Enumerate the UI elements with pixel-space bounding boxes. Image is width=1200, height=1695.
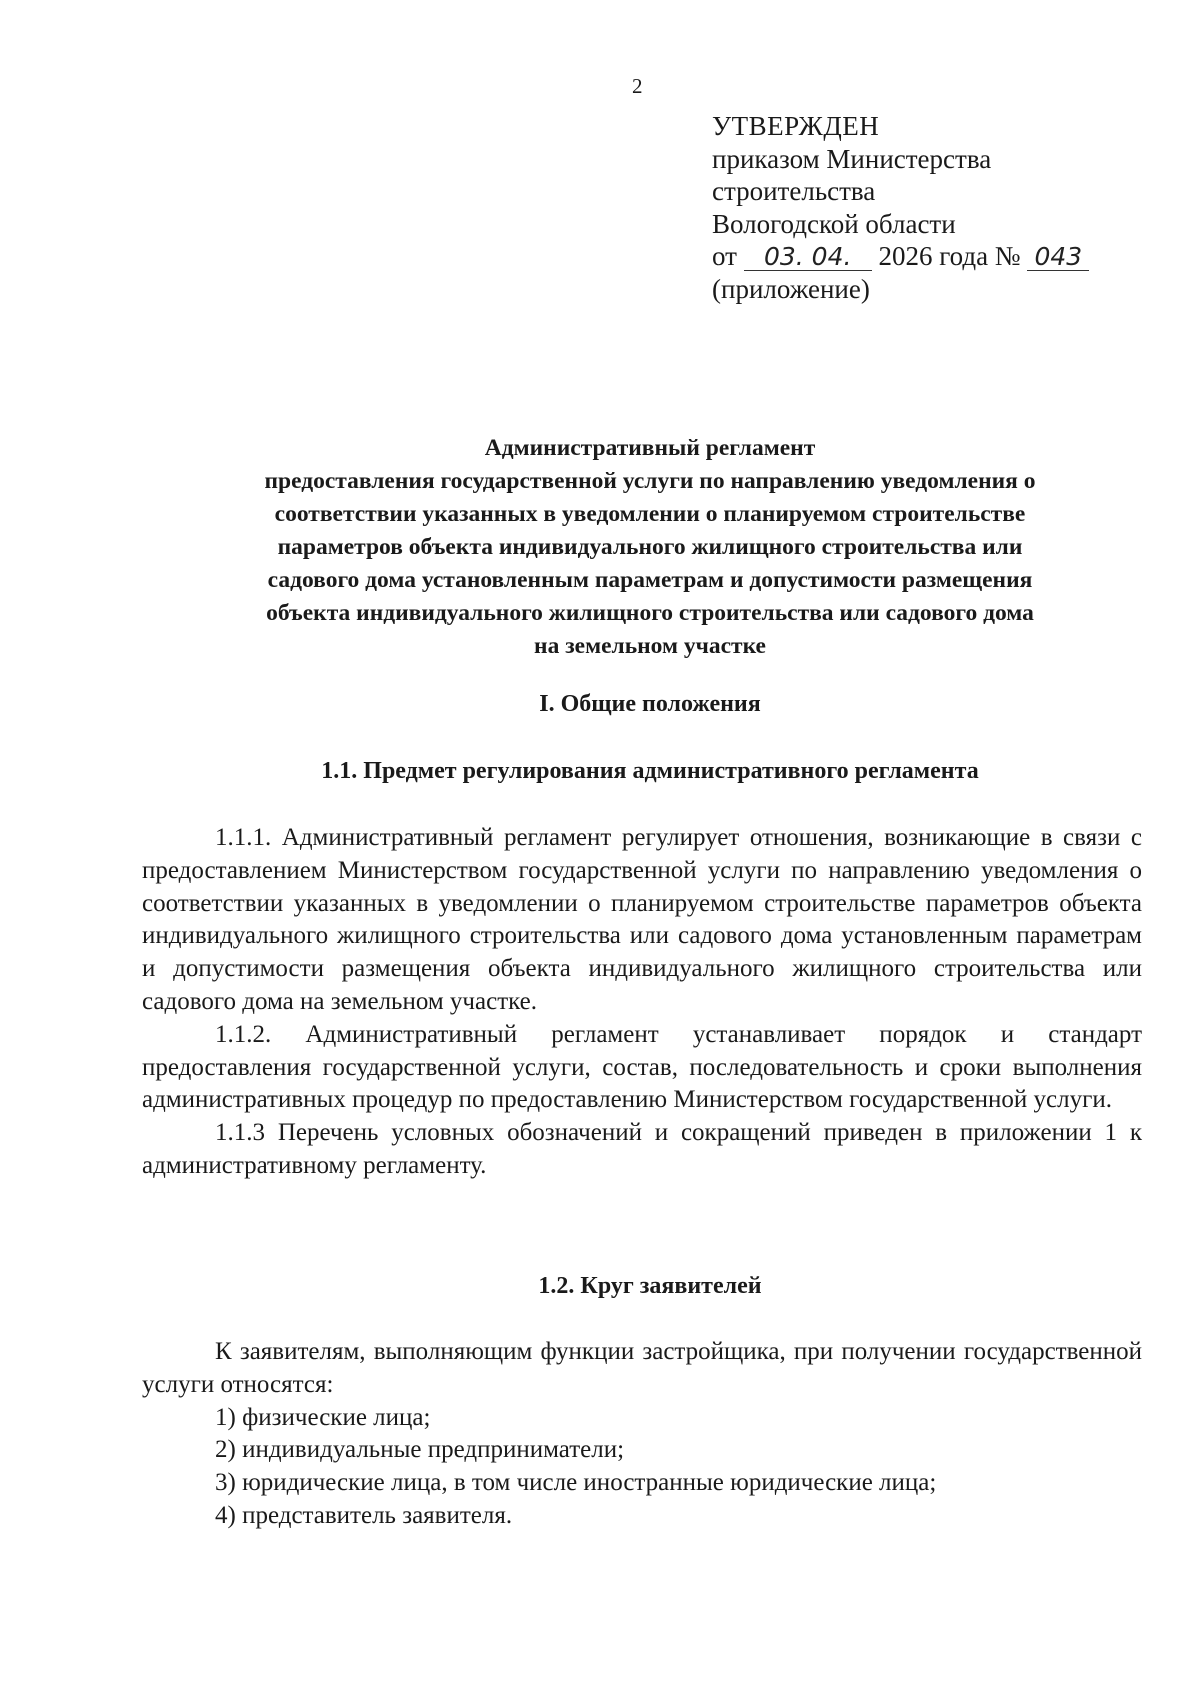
list-item: 1) физические лица; (215, 1403, 431, 1431)
subsection-1-2-body (142, 1336, 1142, 1533)
title-line: на земельном участке (534, 633, 766, 659)
approval-heading: УТВЕРЖДЕН (712, 111, 880, 141)
handwritten-date: 03. 04. (744, 244, 872, 271)
title-line: объекта индивидуального жилищного строительства или садового дома (266, 600, 1034, 626)
paragraph: К заявителям, выполняющим функции застройщика, при получении государственной услуги относятся: (142, 1338, 1142, 1398)
approval-block (712, 110, 1089, 305)
list-item: 2) индивидуальные предприниматели; (215, 1436, 625, 1464)
list-item: 3) юридические лица, в том числе иностранные юридические лица; (215, 1469, 937, 1497)
approval-line: строительства (712, 176, 876, 206)
approval-note: (приложение) (712, 273, 870, 304)
subsection-heading: 1.1. Предмет регулирования административного регламента (321, 758, 979, 784)
date-prefix: от (712, 241, 737, 271)
approval-line: приказом Министерства (712, 143, 992, 174)
page-number: 2 (632, 74, 643, 98)
title-line: садового дома установленным параметрам и допустимости размещения (267, 567, 1033, 593)
approval-date-line (712, 240, 1089, 273)
paragraph: 1.1.3 Перечень условных обозначений и сокращений приведен в приложении 1 к административному регламенту. (142, 1119, 1142, 1179)
title-line: соответствии указанных в уведомлении о планируемом строительстве (274, 501, 1026, 527)
subsection-1-1-body (142, 822, 1142, 1183)
list-item: 4) представитель заявителя. (215, 1501, 513, 1529)
title-line: параметров объекта индивидуального жилищного строительства или (277, 534, 1023, 560)
paragraph: 1.1.1. Административный регламент регулирует отношения, возникающие в связи с предоставлением Министерством государственной услуги по направлению уведомления о соответствии указанных в уведомлении о планируемом строительстве параметров объекта индивидуального жилищного строительства или садового дома установленным параметрам и допустимости размещения объекта индивидуального жилищного строительства или садового дома на земельном участке. (142, 824, 1142, 1015)
title-line: предоставления государственной услуги по направлению уведомления о (264, 468, 1036, 494)
title-line: Административный регламент (484, 435, 816, 461)
date-year: 2026 года № (878, 241, 1021, 271)
paragraph: 1.1.2. Административный регламент устанавливает порядок и стандарт предоставления государственной услуги, состав, последовательность и сроки выполнения административных процедур по предоставлению Министерством государственной услуги. (142, 1020, 1142, 1114)
handwritten-order-number: 043 (1027, 244, 1089, 271)
section-heading: I. Общие положения (539, 691, 761, 717)
document-title (150, 432, 1150, 663)
subsection-heading: 1.2. Круг заявителей (538, 1273, 762, 1299)
approval-line: Вологодской области (712, 208, 956, 239)
